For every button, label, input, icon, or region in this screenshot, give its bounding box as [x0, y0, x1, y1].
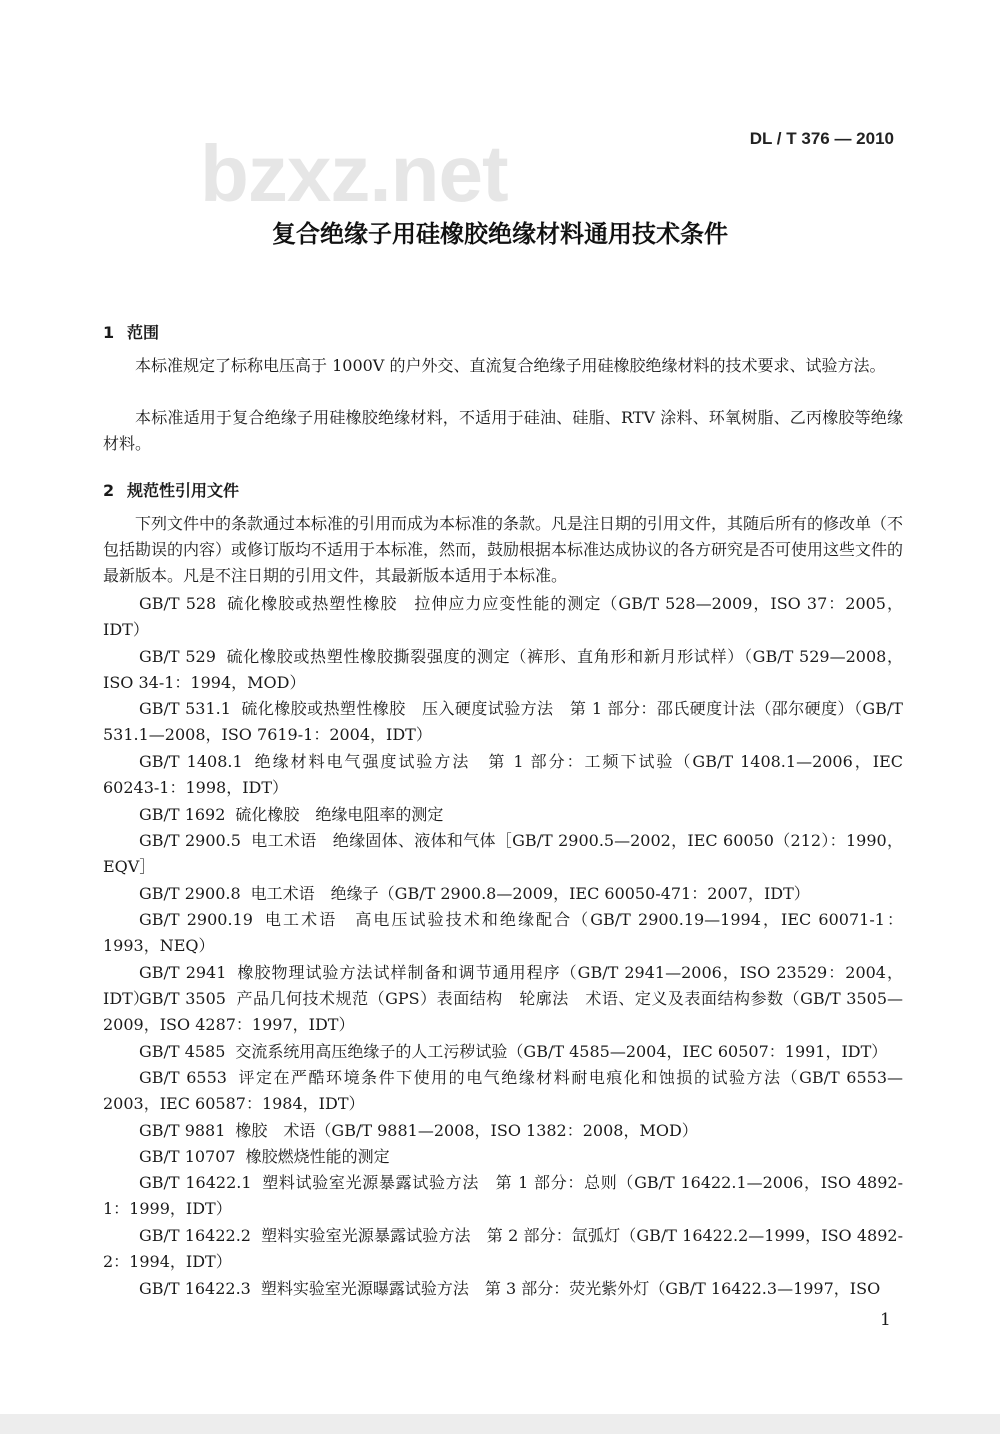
bottom-scroll-strip: [0, 1414, 1000, 1434]
reference-text: 橡胶 术语（GB/T 9881—2008，ISO 1382：2008，MOD）: [235, 1121, 698, 1140]
reference-item: [103, 696, 903, 748]
reference-item: [103, 1039, 903, 1065]
reference-text: 电工术语 绝缘子（GB/T 2900.8—2009，IEC 60050-471：2007，IDT）: [250, 884, 810, 903]
reference-code: GB/T 16422.3: [139, 1279, 251, 1298]
reference-code: GB/T 2941: [139, 963, 227, 982]
reference-code: GB/T 10707: [139, 1147, 236, 1166]
reference-item: [103, 1065, 903, 1117]
reference-code: GB/T 3505: [139, 989, 226, 1008]
reference-code: GB/T 2900.5: [139, 831, 241, 850]
reference-text: 绝缘材料电气强度试验方法 第 1 部分：工频下试验（GB/T 1408.1—2006，IEC 60243-1：1998，IDT）: [103, 752, 903, 798]
reference-code: GB/T 2900.19: [139, 910, 253, 929]
reference-code: GB/T 528: [139, 594, 217, 613]
reference-text: 塑料实验室光源暴露试验方法 第 2 部分：氙弧灯（GB/T 16422.2—1999，ISO 4892-2：1994，IDT）: [103, 1226, 903, 1272]
reference-text: 硫化橡胶或热塑性橡胶 拉伸应力应变性能的测定（GB/T 528—2009，ISO 37：2005，IDT）: [103, 594, 903, 640]
document-title: 复合绝缘子用硅橡胶绝缘材料通用技术条件: [272, 220, 728, 248]
reference-item: [103, 828, 903, 880]
section-2-heading: [103, 478, 239, 501]
reference-code: GB/T 1408.1: [139, 752, 243, 771]
reference-text: 硫化橡胶 绝缘电阻率的测定: [235, 805, 444, 824]
reference-code: GB/T 16422.1: [139, 1173, 252, 1192]
reference-item: [103, 802, 903, 828]
reference-item: [103, 644, 903, 696]
reference-text: 塑料实验室光源曝露试验方法 第 3 部分：荧光紫外灯（GB/T 16422.3—1997，ISO: [260, 1279, 881, 1298]
reference-text: 硫化橡胶或热塑性橡胶 压入硬度试验方法 第 1 部分：邵氏硬度计法（邵尔硬度）（GB/T 531.1—2008，ISO 7619-1：2004，IDT）: [103, 699, 903, 745]
reference-code: GB/T 531.1: [139, 699, 231, 718]
reference-text: 橡胶物理试验方法试样制备和调节通用程序（GB/T 2941—2006，ISO 23529：2004，IDT）: [103, 963, 903, 1009]
reference-code: GB/T 529: [139, 647, 216, 666]
reference-item: [103, 1223, 903, 1275]
reference-text: 电工术语 高电压试验技术和绝缘配合（GB/T 2900.19—1994，IEC 60071-1：1993，NEQ）: [103, 910, 903, 956]
reference-text: 塑料试验室光源暴露试验方法 第 1 部分：总则（GB/T 16422.1—2006，ISO 4892-1：1999，IDT）: [103, 1173, 903, 1219]
reference-text: 电工术语 绝缘固体、液体和气体［GB/T 2900.5—2002，IEC 60050（212）：1990，EQV］: [103, 831, 903, 877]
reference-text: 橡胶燃烧性能的测定: [245, 1147, 390, 1166]
reference-item: [103, 881, 903, 907]
reference-text: 评定在严酷环境条件下使用的电气绝缘材料耐电痕化和蚀损的试验方法（GB/T 6553—2003，IEC 60587：1984，IDT）: [103, 1068, 903, 1114]
section-1-heading: [103, 320, 159, 343]
reference-code: GB/T 2900.8: [139, 884, 241, 903]
section-1-paragraph-1: 本标准规定了标称电压高于 1000V 的户外交、直流复合绝缘子用硅橡胶绝缘材料的技术要求、试验方法。: [135, 356, 886, 375]
reference-code: GB/T 9881: [139, 1121, 226, 1140]
reference-code: GB/T 4585: [139, 1042, 226, 1061]
reference-item: [103, 986, 903, 1038]
watermark: bzxz.net: [200, 129, 508, 218]
reference-text: 产品几何技术规范（GPS）表面结构 轮廓法 术语、定义及表面结构参数（GB/T 3505—2009，ISO 4287：1997，IDT）: [103, 989, 904, 1035]
reference-item: [103, 1170, 903, 1222]
reference-text: 交流系统用高压绝缘子的人工污秽试验（GB/T 4585—2004，IEC 60507：1991，IDT）: [235, 1042, 888, 1061]
section-1-title: 范围: [127, 323, 160, 342]
standard-code: DL / T 376 — 2010: [749, 129, 894, 148]
reference-text: 硫化橡胶或热塑性橡胶撕裂强度的测定（裤形、直角形和新月形试样）（GB/T 529—2008，ISO 34-1：1994，MOD）: [103, 647, 903, 693]
reference-code: GB/T 16422.2: [139, 1226, 251, 1245]
reference-code: GB/T 6553: [139, 1068, 227, 1087]
reference-item: [103, 1144, 903, 1170]
section-2-number: 2: [103, 481, 115, 500]
reference-item: [103, 591, 903, 643]
page-number: 1: [880, 1310, 891, 1330]
reference-item: [103, 1276, 903, 1302]
reference-item: [103, 907, 903, 959]
reference-item: [103, 749, 903, 801]
section-2-title: 规范性引用文件: [127, 481, 240, 500]
reference-code: GB/T 1692: [139, 805, 226, 824]
section-2-intro: 下列文件中的条款通过本标准的引用而成为本标准的条款。凡是注日期的引用文件，其随后所有的修改单（不包括勘误的内容）或修订版均不适用于本标准，然而，鼓励根据本标准达成协议的各方研究是否可使用这些文件的最新版本。凡是不注日期的引用文件，其最新版本适用于本标准。: [103, 514, 904, 585]
section-1-paragraph-2: 本标准适用于复合绝缘子用硅橡胶绝缘材料，不适用于硅油、硅脂、RTV 涂料、环氧树脂、乙丙橡胶等绝缘材料。: [103, 408, 903, 453]
section-1-number: 1: [103, 323, 115, 342]
reference-item: [103, 1118, 903, 1144]
